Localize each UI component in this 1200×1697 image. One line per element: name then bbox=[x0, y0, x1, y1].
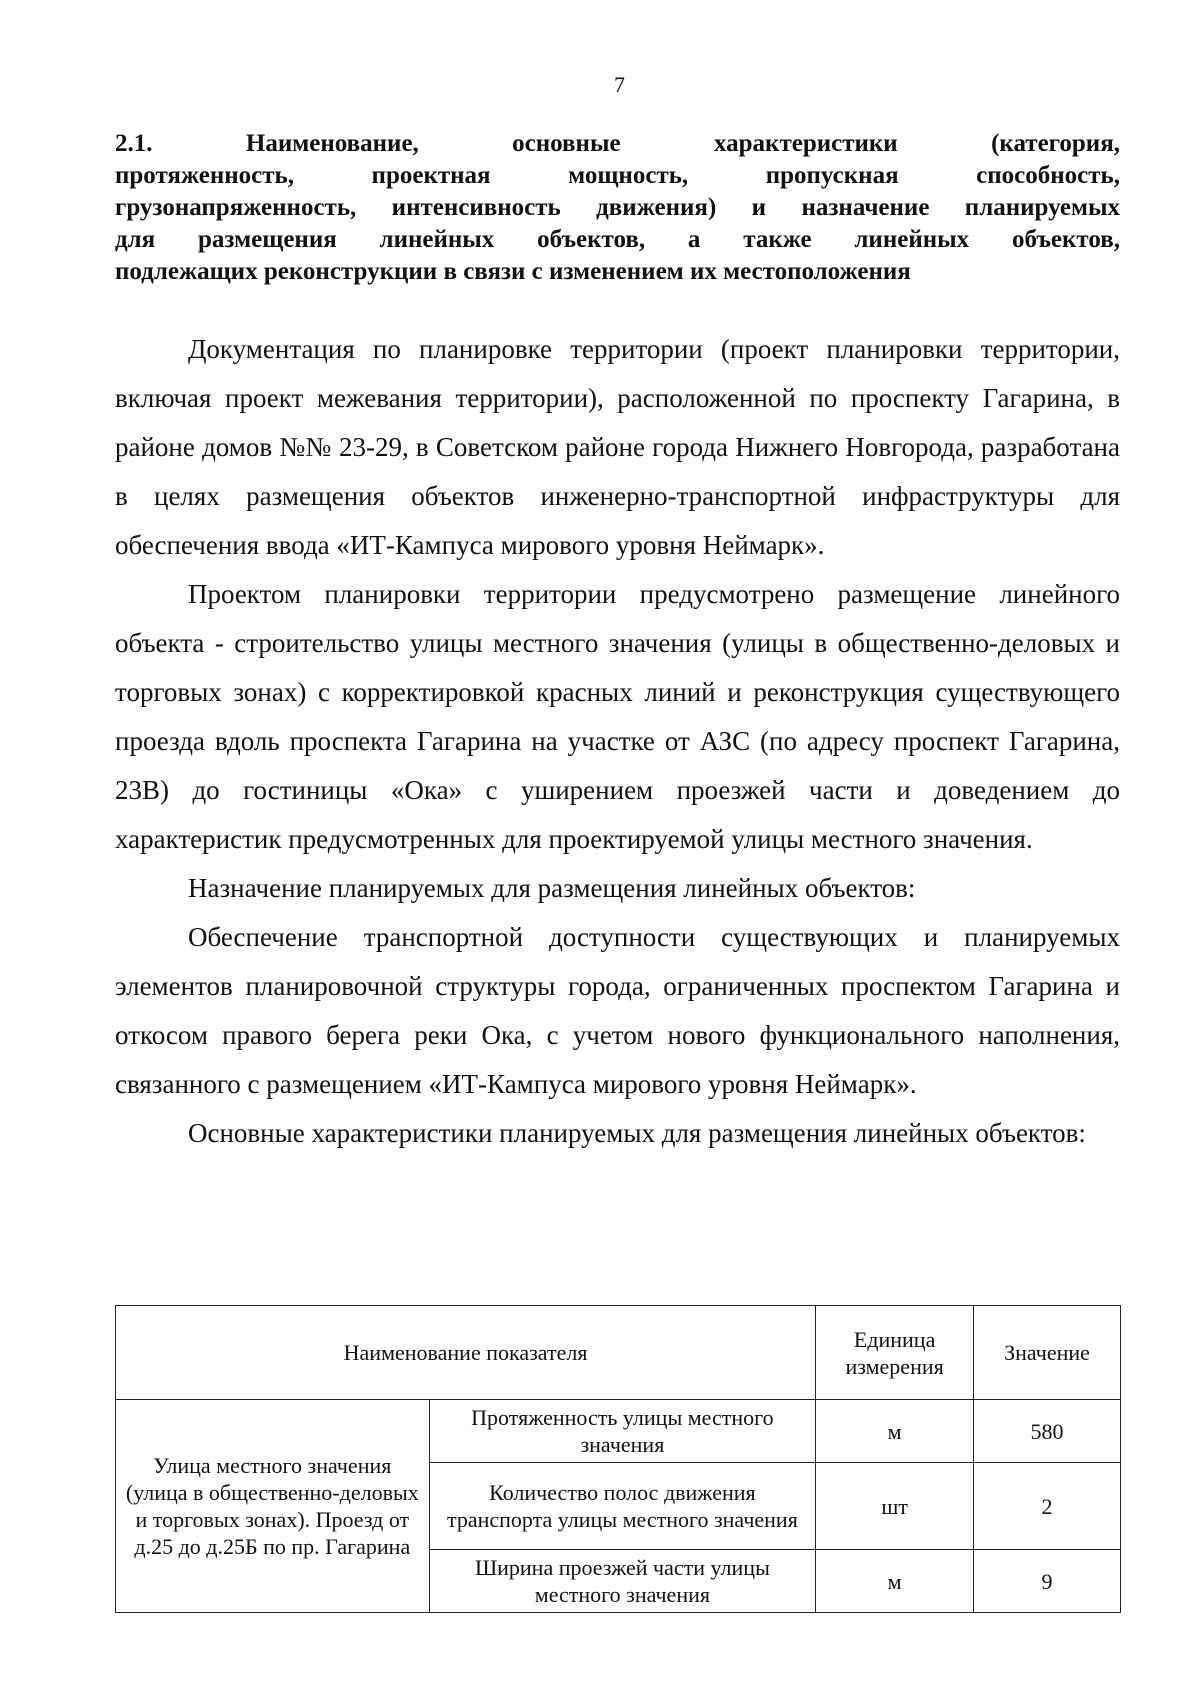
heading-line: для размещения линейных объектов, а также линейных объектов, bbox=[115, 226, 1120, 253]
unit-cell: м bbox=[816, 1550, 974, 1613]
table-row bbox=[116, 1400, 1121, 1463]
heading-line: подлежащих реконструкции в связи с изменением их местоположения bbox=[115, 258, 911, 285]
parameter-cell: Ширина проезжей части улицы местного значения bbox=[429, 1550, 816, 1613]
heading-line: 2.1. Наименование, основные характеристики (категория, bbox=[115, 130, 1120, 157]
header-indicator: Наименование показателя bbox=[116, 1306, 816, 1400]
paragraph: Обеспечение транспортной доступности существующих и планируемых элементов планировочной структуры города, ограниченных проспектом Гагарина и откосом правого берега реки Ока, с учетом нового функционального наполнения, связанного с размещением «ИТ-Кампуса мирового уровня Неймарк». bbox=[115, 922, 1120, 1099]
header-value: Значение bbox=[974, 1306, 1121, 1400]
page-number: 7 bbox=[614, 72, 625, 97]
header-unit: Единица измерения bbox=[816, 1306, 974, 1400]
body-text bbox=[115, 325, 1120, 1158]
paragraph: Основные характеристики планируемых для размещения линейных объектов: bbox=[188, 1118, 1086, 1148]
value-cell: 2 bbox=[974, 1463, 1121, 1550]
section-heading bbox=[115, 128, 1120, 288]
paragraph: Проектом планировки территории предусмотрено размещение линейного объекта - строительство улицы местного значения (улицы в общественно-деловых и торговых зонах) с корректировкой красных линий и реконструкция существующего проезда вдоль проспекта Гагарина на участке от АЗС (по адресу проспект Гагарина, 23В) до гостиницы «Ока» с уширением проезжей части и доведением до характеристик предусмотренных для проектируемой улицы местного значения. bbox=[115, 579, 1120, 854]
paragraph: Назначение планируемых для размещения линейных объектов: bbox=[188, 873, 916, 903]
value-cell: 9 bbox=[974, 1550, 1121, 1613]
heading-line: протяженность, проектная мощность, пропускная способность, bbox=[115, 162, 1120, 189]
paragraph: Документация по планировке территории (проект планировки территории, включая проект межевания территории), расположенной по проспекту Гагарина, в районе домов №№ 23-29, в Советском районе города Нижнего Новгорода, разработана в целях размещения объектов инженерно-транспортной инфраструктуры для обеспечения ввода «ИТ-Кампуса мирового уровня Неймарк». bbox=[115, 334, 1120, 560]
heading-line: грузонапряженность, интенсивность движения) и назначение планируемых bbox=[115, 194, 1120, 221]
unit-cell: шт bbox=[816, 1463, 974, 1550]
table-header-row bbox=[116, 1306, 1121, 1400]
characteristics-table bbox=[115, 1305, 1121, 1613]
parameter-cell: Количество полос движения транспорта улицы местного значения bbox=[429, 1463, 816, 1550]
object-name-cell: Улица местного значения (улица в общественно-деловых и торговых зонах). Проезд от д.25 до д.25Б по пр. Гагарина bbox=[116, 1400, 430, 1613]
unit-cell: м bbox=[816, 1400, 974, 1463]
parameter-cell: Протяженность улицы местного значения bbox=[429, 1400, 816, 1463]
value-cell: 580 bbox=[974, 1400, 1121, 1463]
